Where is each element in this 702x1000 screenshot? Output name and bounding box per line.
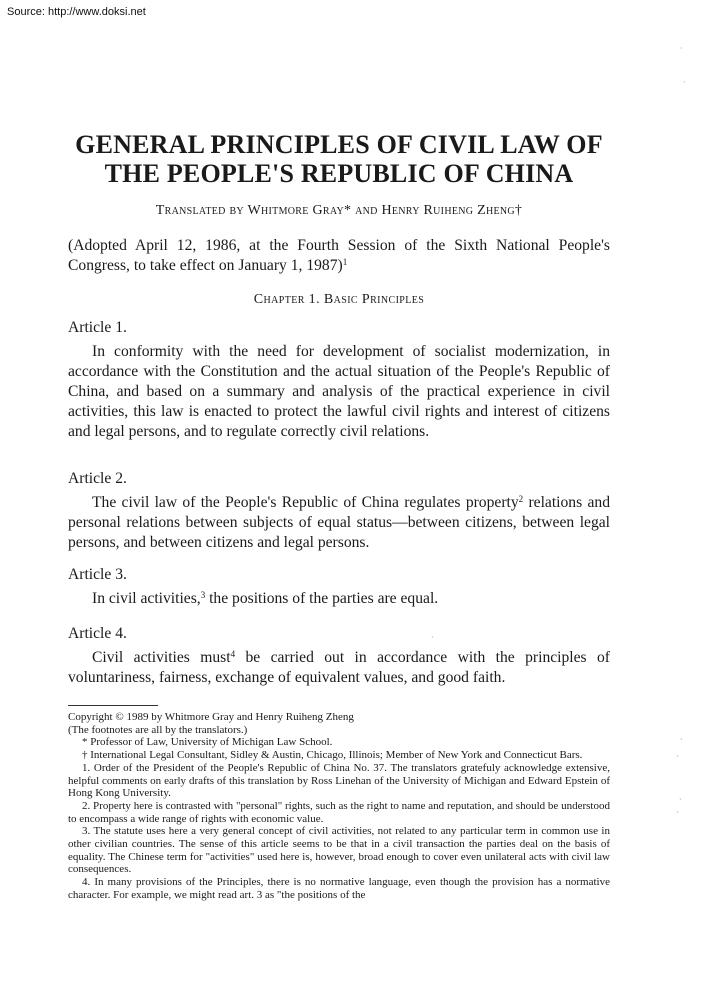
chapter-heading: Chapter 1. Basic Principles — [253, 292, 425, 307]
footnote-ref-3: 3 — [200, 590, 206, 600]
translators-line — [68, 203, 610, 219]
adoption-text: (Adopted April 12, 1986, at the Fourth Session of the Sixth National People's Congress, to take effect on January 1, 1987) — [68, 237, 610, 274]
document-title — [58, 130, 620, 188]
article-heading: Article 4. — [68, 625, 127, 642]
article-text-part: be carried out in accordance with the principles of voluntariness, fairness, exchange of equivalent values, and good faith. — [68, 649, 610, 686]
article-heading: Article 2. — [68, 470, 127, 487]
article-3 — [68, 565, 610, 609]
title-line-1: GENERAL PRINCIPLES OF CIVIL LAW OF — [75, 130, 603, 159]
scan-speck: · — [679, 795, 682, 804]
article-text-part: In civil activities, — [92, 590, 201, 607]
footnote-3: 3. The statute uses here a very general concept of civil activities, not related to any particular term in common use in other civilian countries. The sense of this article seems to be that in a civil transaction the parties deal on the basis of equality. The Chinese term for "activities" used here is, however, broad enough to cover even unilateral acts with civil law consequences. — [68, 825, 610, 876]
article-text: In conformity with the need for development of socialist modernization, in accordance with the Constitution and the actual situation of the People's Republic of China, and based on a summary and analysis of the practical experience in civil activities, this law is enacted to protect the lawful civil rights and interest of citizens and legal persons, and to regulate correctly civil relations. — [68, 343, 610, 440]
footnote-ref-2: 2 — [518, 494, 524, 504]
footnote-ref-1: 1 — [342, 257, 348, 267]
article-2 — [68, 469, 610, 553]
title-line-2: THE PEOPLE'S REPUBLIC OF CHINA — [104, 159, 574, 188]
article-text-part: Civil activities must — [92, 649, 231, 666]
footnote-4: 4. In many provisions of the Principles, there is no normative language, even though the provision has a normative character. For example, we might read art. 3 as "the positions of the — [68, 876, 610, 901]
article-heading: Article 3. — [68, 566, 127, 583]
article-text-part: The civil law of the People's Republic of China regulates property — [92, 494, 519, 511]
article-text — [68, 493, 610, 553]
translator-1: Translated by Whitmore Gray — [155, 203, 344, 218]
article-text-part: relations and personal relations between subjects of equal status—between citizens, between legal persons, and between citizens and legal persons. — [68, 494, 610, 551]
footnote-translators: (The footnotes are all by the translators.) — [68, 723, 248, 736]
scan-speck: · — [676, 808, 679, 817]
footnote-mark-star: * — [343, 203, 352, 218]
footnote-mark-dagger: † — [514, 203, 523, 218]
footnote-star: * Professor of Law, University of Michigan Law School. — [82, 736, 333, 749]
article-text — [68, 589, 610, 609]
article-heading: Article 1. — [68, 319, 127, 336]
footnote-copyright: Copyright © 1989 by Whitmore Gray and Henry Ruiheng Zheng — [68, 711, 354, 723]
footnote-dagger: † International Legal Consultant, Sidley & Austin, Chicago, Illinois; Member of New York and Connecticut Bars. — [82, 749, 583, 762]
translator-2: and Henry Ruiheng Zheng — [351, 203, 515, 218]
adoption-note — [68, 236, 610, 276]
article-1 — [68, 318, 610, 442]
scan-speck: · — [680, 735, 683, 744]
scan-speck: · — [680, 44, 683, 53]
footnote-ref-4: 4 — [230, 649, 236, 659]
footnote-divider — [68, 705, 158, 706]
source-label: Source: http://www.doksi.net — [7, 6, 146, 18]
footnote-1: 1. Order of the President of the People's Republic of China No. 37. The translators gratefuly acknowledge extensive, helpful comments on early drafts of this translation by Ross Linehan of the University of Michigan and Edward Epstein of Hong Kong University. — [68, 761, 610, 800]
footnotes — [68, 711, 610, 902]
scan-speck: · — [676, 752, 679, 761]
scan-speck: · — [683, 78, 686, 87]
scan-speck: · — [431, 633, 434, 642]
article-4 — [68, 624, 610, 688]
footnote-2: 2. Property here is contrasted with "personal" rights, such as the right to name and reputation, and should be understood to encompass a wide range of rights with economic value. — [68, 799, 610, 825]
article-text — [68, 648, 610, 688]
article-text-part: the positions of the parties are equal. — [205, 590, 439, 607]
